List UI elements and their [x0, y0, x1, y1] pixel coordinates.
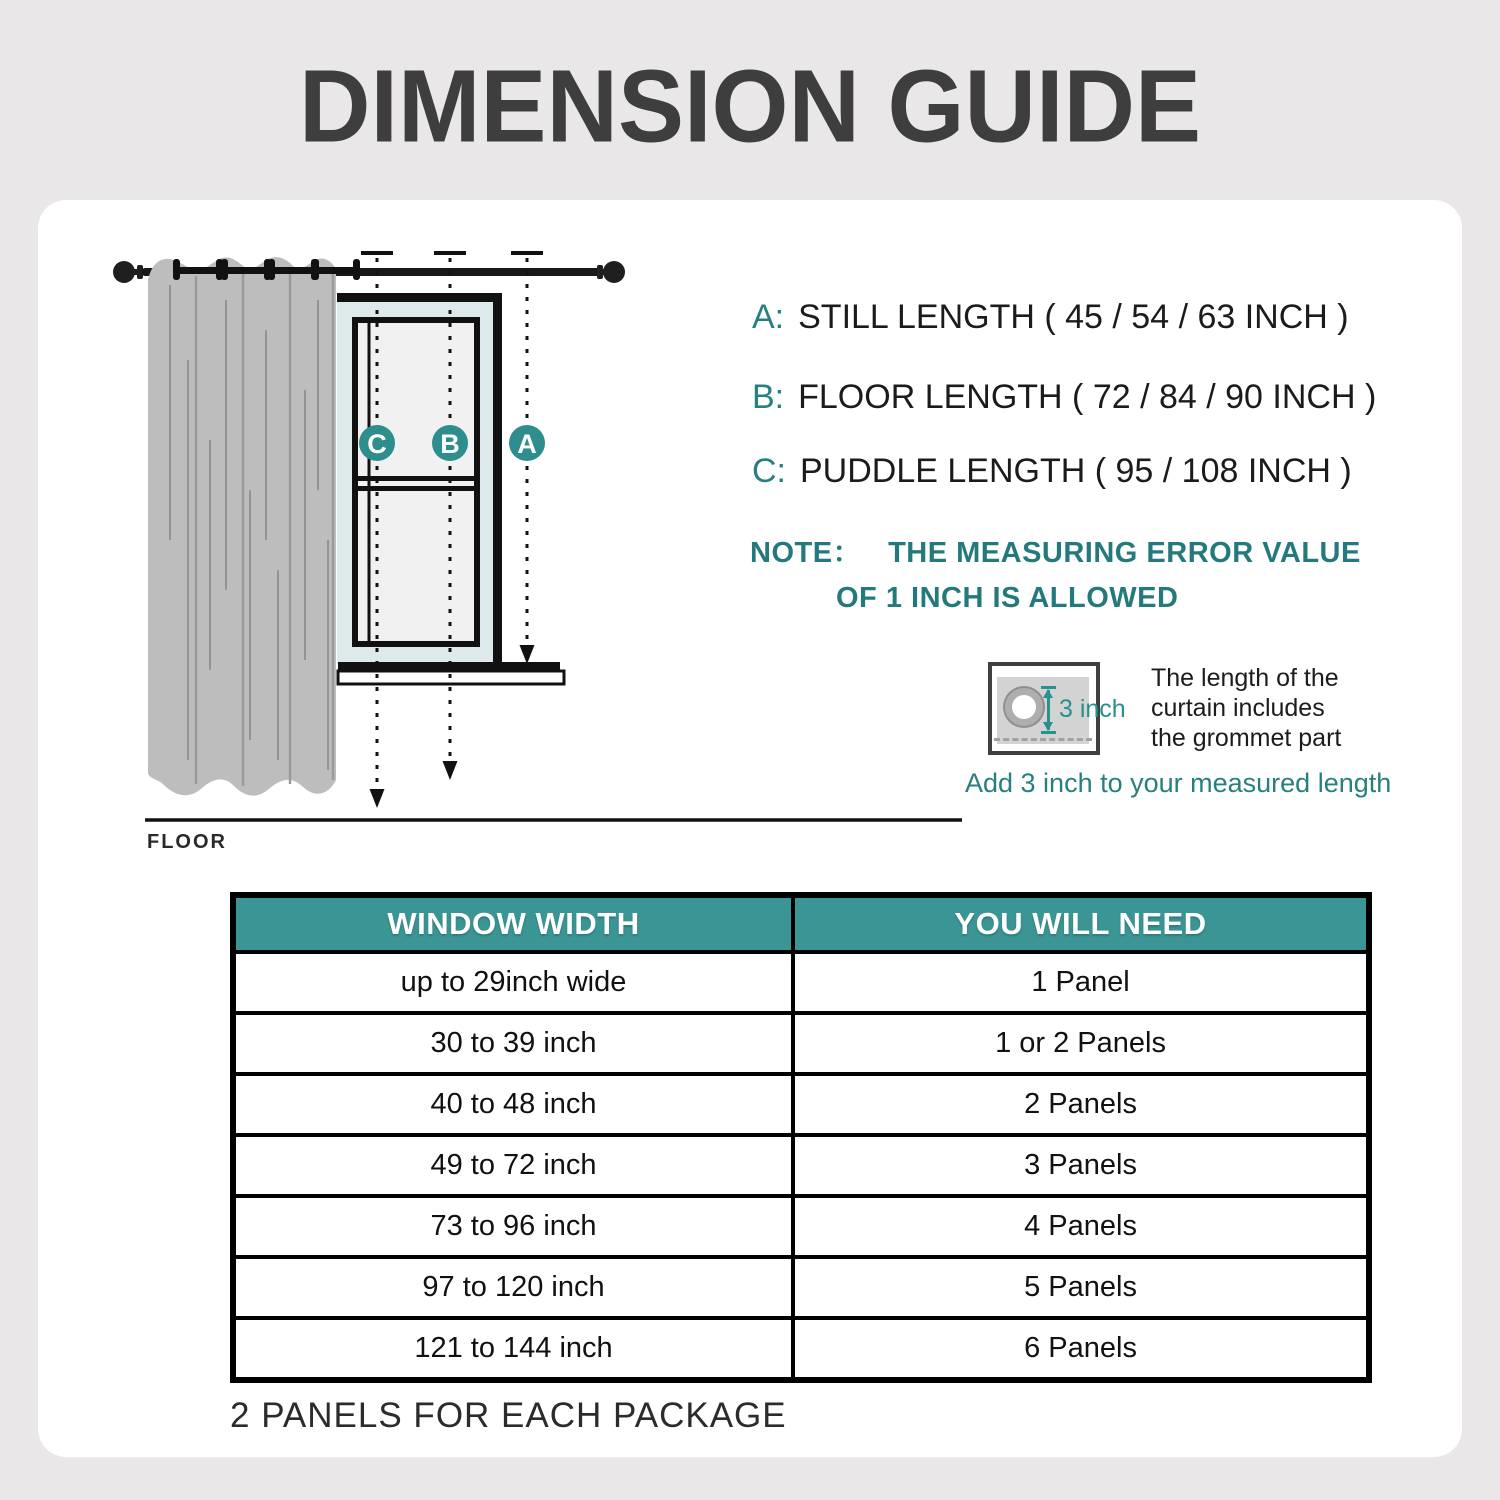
table-cell-width: 121 to 144 inch — [233, 1318, 793, 1380]
marker-badges — [359, 425, 545, 461]
grommet-caption — [1151, 663, 1341, 753]
table-cell-need: 1 Panel — [793, 952, 1369, 1013]
spec-a-text: STILL LENGTH ( 45 / 54 / 63 INCH ) — [798, 298, 1349, 336]
arrowhead-b-icon — [443, 761, 458, 780]
table-header-you-will-need: YOU WILL NEED — [793, 895, 1369, 952]
grommet-caption-line-3: the grommet part — [1151, 724, 1342, 752]
grommet-caption-line-1: The length of the — [1151, 664, 1339, 692]
measure-arrow-down-icon — [1043, 722, 1053, 731]
table-row — [233, 1135, 1369, 1196]
grommet-stitch-line — [994, 738, 1092, 741]
table-row — [233, 1318, 1369, 1380]
marker-a-label: A — [517, 429, 537, 459]
note-line-1 — [750, 530, 1361, 571]
note-line-2: OF 1 INCH IS ALLOWED — [836, 582, 1179, 614]
table-cell-need: 4 Panels — [793, 1196, 1369, 1257]
table-cell-need: 5 Panels — [793, 1257, 1369, 1318]
table-cell-need: 6 Panels — [793, 1318, 1369, 1380]
table-cell-need: 3 Panels — [793, 1135, 1369, 1196]
table-cell-width: 40 to 48 inch — [233, 1074, 793, 1135]
spec-floor-length — [752, 378, 1376, 417]
table-row — [233, 1074, 1369, 1135]
table-row — [233, 1196, 1369, 1257]
measure-arrow-up-icon — [1043, 689, 1053, 698]
table-header-window-width: WINDOW WIDTH — [233, 895, 793, 952]
grommet-measure-label: 3 inch — [1059, 695, 1126, 723]
table-cell-width: 30 to 39 inch — [233, 1013, 793, 1074]
grommet-ring-icon — [1005, 688, 1043, 726]
table-cell-width: up to 29inch wide — [233, 952, 793, 1013]
spec-puddle-length — [752, 452, 1352, 491]
rod-finial-right-icon — [603, 261, 625, 283]
table-cell-width: 49 to 72 inch — [233, 1135, 793, 1196]
marker-b-label: B — [440, 429, 460, 459]
floor-label: FLOOR — [147, 831, 227, 853]
measure-arrow-bottom-bar — [1041, 731, 1056, 734]
spec-still-length — [752, 298, 1349, 337]
table-row — [233, 1257, 1369, 1318]
window-frame-top — [337, 293, 502, 302]
grommet-detail-box — [988, 662, 1126, 755]
spec-b-text: FLOOR LENGTH ( 72 / 84 / 90 INCH ) — [798, 378, 1377, 416]
window-meeting-rail-1 — [352, 476, 480, 481]
marker-c-label: C — [367, 429, 387, 459]
table-row — [233, 1013, 1369, 1074]
grommet-tip: Add 3 inch to your measured length — [965, 768, 1392, 798]
package-note: 2 PANELS FOR EACH PACKAGE — [230, 1396, 787, 1435]
spec-c-text: PUDDLE LENGTH ( 95 / 108 INCH ) — [800, 452, 1352, 490]
content-card — [38, 200, 1462, 1457]
window-frame-right — [493, 293, 502, 664]
arrowhead-a-icon — [520, 645, 535, 664]
rod-finial-left-icon — [113, 261, 135, 283]
table-row — [233, 952, 1369, 1013]
page-title: DIMENSION GUIDE — [298, 47, 1202, 164]
spec-c-key: C: — [752, 452, 786, 490]
window-inner-frame — [355, 320, 477, 644]
spec-b-key: B: — [752, 378, 785, 416]
table-header-row — [233, 895, 1369, 952]
spec-a-key: A: — [752, 298, 785, 336]
window-meeting-rail-2 — [352, 486, 480, 491]
table-cell-width: 73 to 96 inch — [233, 1196, 793, 1257]
table-cell-width: 97 to 120 inch — [233, 1257, 793, 1318]
grommet-caption-line-2: curtain includes — [1151, 694, 1325, 722]
table-cell-need: 1 or 2 Panels — [793, 1013, 1369, 1074]
table-cell-need: 2 Panels — [793, 1074, 1369, 1135]
note-label: NOTE： — [750, 537, 863, 569]
note-text-1: THE MEASURING ERROR VALUE — [888, 537, 1361, 569]
arrowhead-c-icon — [370, 789, 385, 808]
panel-count-table — [230, 892, 1372, 1383]
